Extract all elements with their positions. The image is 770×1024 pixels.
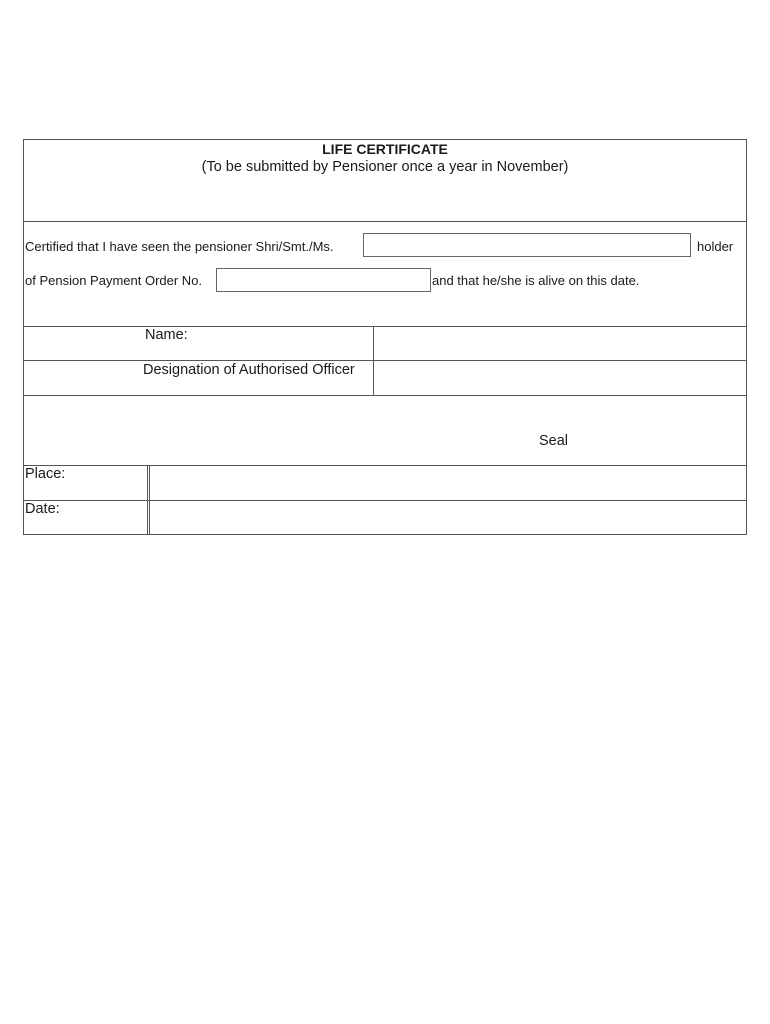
certification-line1-prefix: Certified that I have seen the pensioner Shri/Smt./Ms. bbox=[25, 239, 334, 254]
form-header bbox=[24, 140, 746, 222]
officer-designation-field[interactable] bbox=[374, 361, 747, 395]
certification-line2-prefix: of Pension Payment Order No. bbox=[25, 273, 203, 288]
life-certificate-form bbox=[23, 139, 747, 535]
form-subtitle: (To be submitted by Pensioner once a year in November) bbox=[201, 159, 569, 175]
column-divider bbox=[147, 465, 148, 535]
place-label: Place: bbox=[25, 466, 66, 482]
certification-line1-suffix: holder bbox=[697, 239, 734, 254]
officer-name-input[interactable] bbox=[374, 327, 747, 360]
officer-name-label: Name: bbox=[145, 327, 188, 343]
ppo-number-input[interactable] bbox=[217, 269, 430, 291]
divider bbox=[24, 395, 746, 396]
officer-designation-label: Designation of Authorised Officer bbox=[143, 362, 355, 378]
officer-designation-input[interactable] bbox=[374, 361, 747, 395]
officer-name-field[interactable] bbox=[374, 327, 747, 360]
pensioner-name-input[interactable] bbox=[364, 234, 690, 256]
pensioner-name-field[interactable] bbox=[363, 233, 691, 257]
date-input[interactable] bbox=[150, 501, 747, 535]
form-title: LIFE CERTIFICATE bbox=[322, 141, 448, 157]
seal-label: Seal bbox=[539, 433, 569, 449]
place-input[interactable] bbox=[150, 466, 747, 500]
date-label: Date: bbox=[25, 501, 60, 517]
place-field[interactable] bbox=[150, 466, 747, 500]
ppo-number-field[interactable] bbox=[216, 268, 431, 292]
date-field[interactable] bbox=[150, 501, 747, 535]
certification-line2-suffix: and that he/she is alive on this date. bbox=[432, 273, 640, 288]
